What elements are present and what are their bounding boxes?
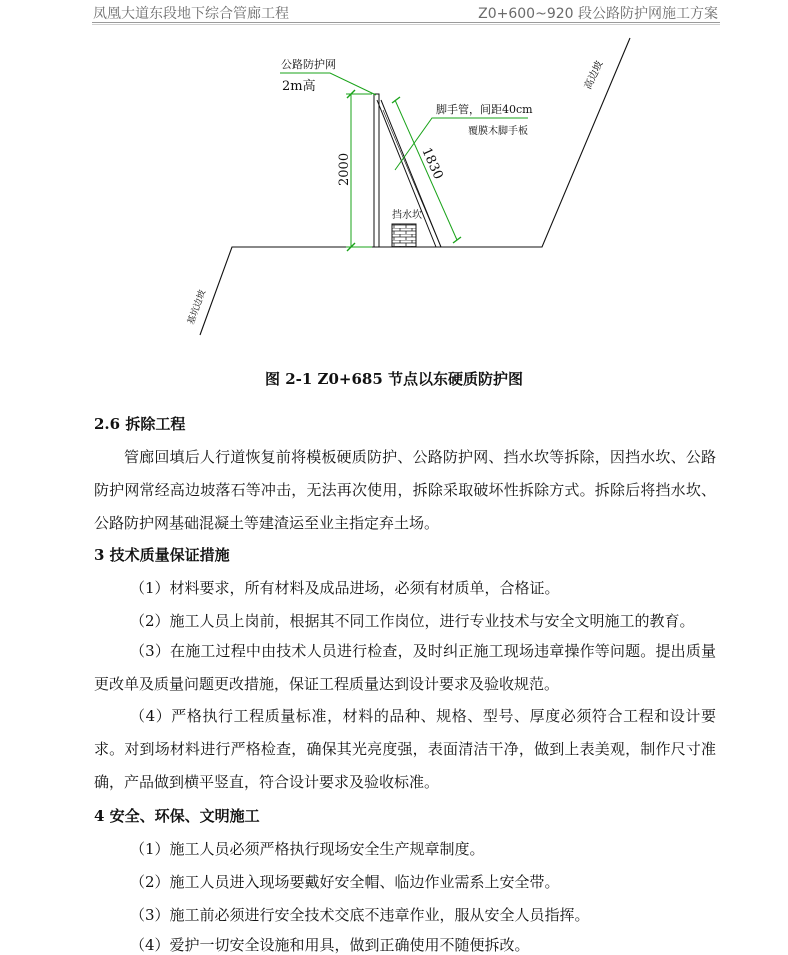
- label-board: 覆膜木脚手板: [468, 126, 528, 137]
- label-fence: 公路防护网: [281, 58, 336, 71]
- list-item: （4）爱护一切安全设施和用具，做到正确使用不随便拆改。: [130, 936, 530, 954]
- list-item: （1）材料要求，所有材料及成品进场，必须有材质单，合格证。: [130, 579, 560, 597]
- header-project-title: 凤凰大道东段地下综合管廊工程: [93, 6, 289, 22]
- protection-drawing: [0, 0, 788, 360]
- list-item: （1）施工人员必须严格执行现场安全生产规章制度。: [130, 840, 485, 858]
- label-slope-left: 基坑边坡: [186, 288, 209, 327]
- label-pipe: 脚手管，间距40cm: [436, 103, 533, 116]
- fence-post: [374, 94, 379, 247]
- paragraph-item-4: （4）严格执行工程质量标准，材料的品种、规格、型号、厚度必须符合工程和设计要求。对到场材料进行严格检查，确保其光亮度强，表面清洁干净，做到上表美观，制作尺寸准确，产品做到横平竖直，符合设计要求及验收标准。: [94, 707, 716, 791]
- water-retaining-wall: [392, 224, 416, 247]
- section-heading-4: 4 安全、环保、文明施工: [94, 807, 260, 825]
- paragraph-demolition: 管廊回填后人行道恢复前将模板硬质防护、公路防护网、挡水坎等拆除，因挡水坎、公路防护网常经高边坡落石等冲击，无法再次使用，拆除采取破坏性拆除方式。拆除后将挡水坎、公路防护网基础混凝土等建渣运至业主指定弃土场。: [94, 448, 716, 532]
- header-doc-title: Z0+600~920 段公路防护网施工方案: [478, 6, 718, 22]
- section-heading-3: 3 技术质量保证措施: [94, 546, 230, 564]
- ground-profile-line: [200, 38, 630, 335]
- paragraph-item-3: （3）在施工过程中由技术人员进行检查，及时纠正施工现场违章操作等问题。提出质量更改单及质量问题更改措施，保证工程质量达到设计要求及验收规范。: [94, 642, 716, 693]
- list-item: （2）施工人员上岗前，根据其不同工作岗位，进行专业技术与安全文明施工的教育。: [130, 612, 695, 630]
- list-item: （2）施工人员进入现场要戴好安全帽、临边作业需系上安全带。: [130, 873, 560, 891]
- label-1830: 1830: [418, 145, 446, 182]
- list-item: （3）施工前必须进行安全技术交底不违章作业，服从安全人员指挥。: [130, 906, 590, 924]
- label-height: 2m高: [282, 79, 316, 94]
- label-2000: 2000: [337, 152, 352, 186]
- figure-caption: 图 2-1 Z0+685 节点以东硬质防护图: [264, 370, 524, 388]
- label-wall: 挡水坎: [392, 210, 422, 221]
- label-slope-right: 高边坡: [582, 59, 606, 92]
- section-heading-2-6: 2.6 拆除工程: [94, 415, 186, 433]
